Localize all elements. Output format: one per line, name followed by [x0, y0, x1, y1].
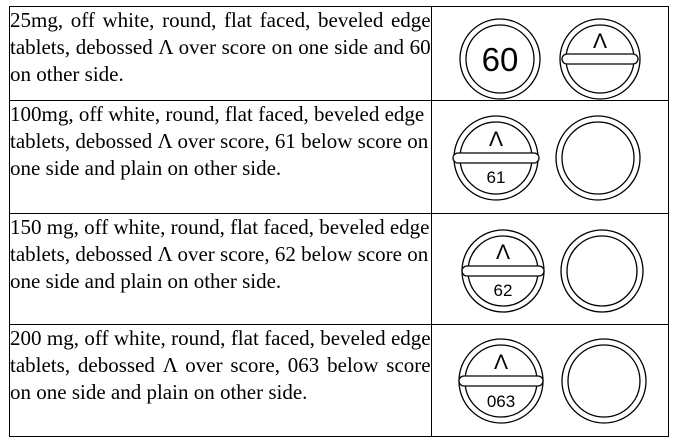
lambda-deboss: Λ	[495, 241, 510, 264]
score-line	[453, 153, 539, 163]
tablet-code-62: 62	[493, 281, 513, 300]
tablet-images-150mg	[431, 214, 668, 325]
table-row	[10, 325, 669, 437]
lambda-deboss: Λ	[488, 128, 503, 151]
tablet-100mg-debossed-side	[451, 113, 541, 203]
tablet-150mg-plain-side	[559, 228, 645, 314]
tablet-code-60: 60	[481, 41, 518, 78]
tablet-25mg-side-scored	[558, 17, 642, 101]
tablet-25mg-side-60	[458, 17, 542, 101]
table-row	[10, 7, 669, 101]
tablet-images-100mg	[431, 101, 668, 214]
tablet-code-61: 61	[486, 168, 506, 187]
description-150mg: 150 mg, off white, round, flat faced, beveled edge tablets, debossed Λ over score, 62 below score on one side and plain on other side.	[10, 214, 432, 325]
description-100mg: 100mg, off white, round, flat faced, beveled edge tablets, debossed Λ over score, 61 below score on one side and plain on other side.	[10, 101, 432, 214]
description-200mg: 200 mg, off white, round, flat faced, beveled edge tablets, debossed Λ over score, 063 below score on one side and plain on other side.	[10, 325, 432, 437]
lambda-deboss: Λ	[493, 351, 508, 374]
score-line	[462, 266, 544, 276]
description-25mg: 25mg, off white, round, flat faced, beveled edge tablets, debossed Λ over score on one side and 60 on other side.	[10, 7, 432, 101]
score-line	[459, 376, 543, 386]
tablet-images-200mg	[431, 325, 668, 437]
tablet-200mg-debossed-side	[457, 337, 545, 425]
lambda-deboss: Λ	[592, 30, 607, 53]
tablet-200mg-plain-side	[560, 337, 648, 425]
tablet-100mg-plain-side	[553, 113, 643, 203]
table-row	[10, 214, 669, 325]
score-line	[562, 54, 638, 64]
tablet-code-063: 063	[486, 392, 515, 411]
tablet-150mg-debossed-side	[460, 228, 546, 314]
table-row	[10, 101, 669, 214]
tablet-description-table	[9, 6, 669, 437]
tablet-images-25mg	[431, 7, 668, 101]
